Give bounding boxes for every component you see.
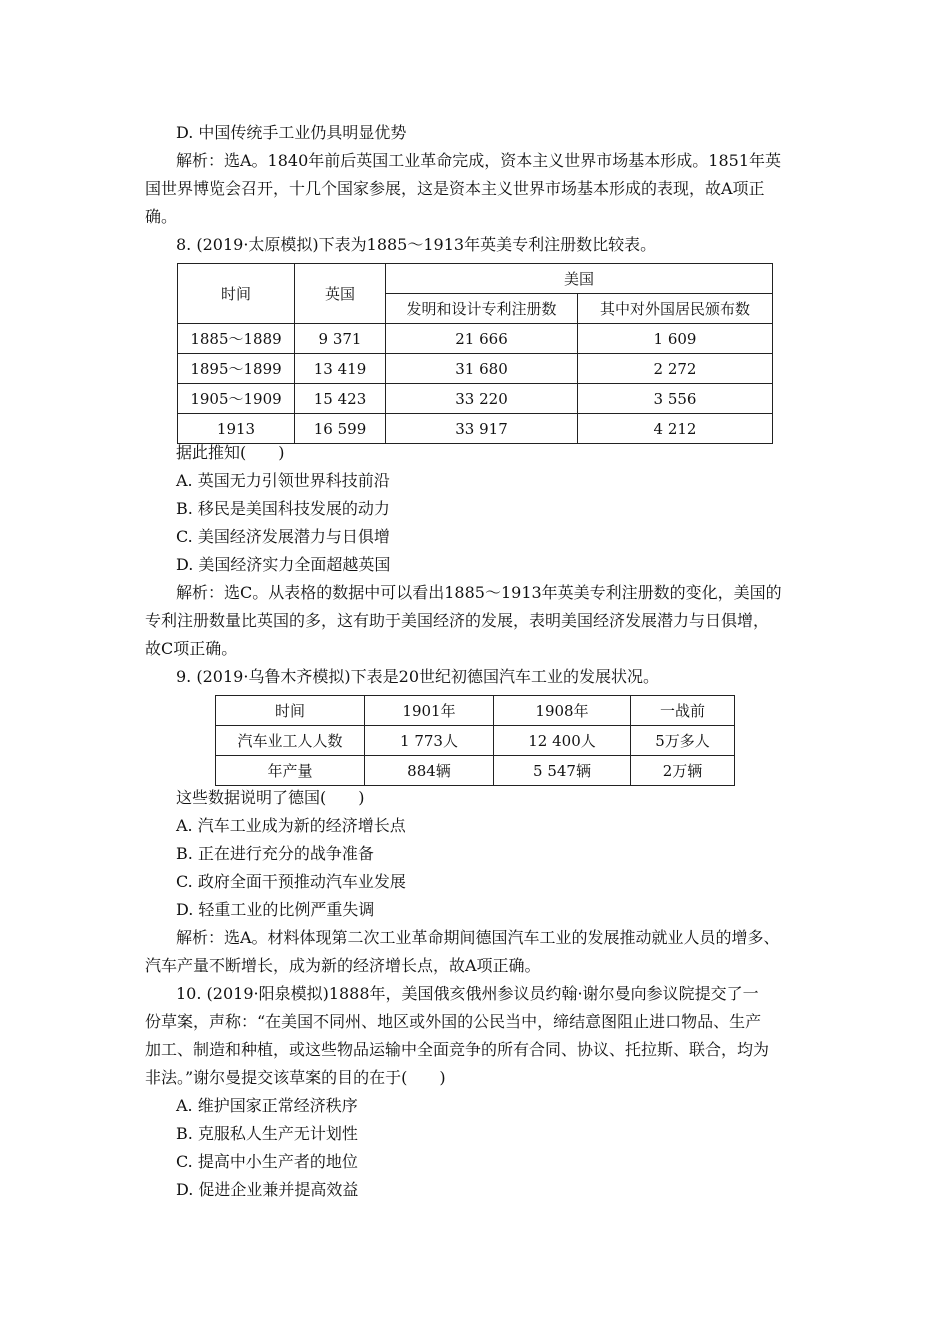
table-cell: 3 556 bbox=[578, 384, 773, 414]
table-cell: 33 220 bbox=[386, 384, 578, 414]
table-cell: 884辆 bbox=[365, 756, 494, 786]
q8-prompt: 据此推知( ) bbox=[176, 443, 285, 462]
table-header-cell: 时间 bbox=[216, 696, 365, 726]
table-row bbox=[216, 726, 735, 756]
table-cell: 21 666 bbox=[386, 324, 578, 354]
table-row bbox=[178, 324, 773, 354]
q9-stem: 9. (2019·乌鲁木齐模拟)下表是20世纪初德国汽车工业的发展状况。 bbox=[176, 667, 660, 686]
q8-header-time: 时间 bbox=[178, 264, 295, 324]
table-cell: 1905～1909 bbox=[178, 384, 295, 414]
q8-header-us-sub1: 发明和设计专利注册数 bbox=[386, 294, 578, 324]
table-cell: 16 599 bbox=[295, 414, 386, 444]
q8-analysis-line-1: 解析：选C。从表格的数据中可以看出1885～1913年英美专利注册数的变化，美国的 bbox=[176, 583, 782, 602]
q8-option-b: B. 移民是美国科技发展的动力 bbox=[176, 499, 390, 518]
table-row bbox=[178, 354, 773, 384]
table-header-cell: 一战前 bbox=[631, 696, 735, 726]
q10-option-c: C. 提高中小生产者的地位 bbox=[176, 1152, 358, 1171]
table-row bbox=[178, 414, 773, 444]
q10-option-a: A. 维护国家正常经济秩序 bbox=[176, 1096, 358, 1115]
table-cell: 5 547辆 bbox=[494, 756, 631, 786]
table-header-row bbox=[216, 696, 735, 726]
table-cell: 4 212 bbox=[578, 414, 773, 444]
q7-analysis-line-3: 确。 bbox=[145, 207, 178, 226]
table-cell: 13 419 bbox=[295, 354, 386, 384]
table-cell: 2 272 bbox=[578, 354, 773, 384]
table-cell: 9 371 bbox=[295, 324, 386, 354]
table-cell: 汽车业工人人数 bbox=[216, 726, 365, 756]
q8-header-us: 美国 bbox=[386, 264, 773, 294]
table-header-cell: 1908年 bbox=[494, 696, 631, 726]
q9-option-a: A. 汽车工业成为新的经济增长点 bbox=[176, 816, 406, 835]
q8-option-a: A. 英国无力引领世界科技前沿 bbox=[176, 471, 390, 490]
table-cell: 年产量 bbox=[216, 756, 365, 786]
q8-option-d: D. 美国经济实力全面超越英国 bbox=[176, 555, 391, 574]
q10-option-d: D. 促进企业兼并提高效益 bbox=[176, 1180, 359, 1199]
q10-stem-line-1: 10. (2019·阳泉模拟)1888年，美国俄亥俄州参议员约翰·谢尔曼向参议院提交了一 bbox=[176, 984, 759, 1003]
table-cell: 1895～1899 bbox=[178, 354, 295, 384]
q9-option-b: B. 正在进行充分的战争准备 bbox=[176, 844, 374, 863]
table-cell: 5万多人 bbox=[631, 726, 735, 756]
q10-stem-line-4: 非法。”谢尔曼提交该草案的目的在于( ) bbox=[145, 1068, 446, 1087]
table-row bbox=[178, 384, 773, 414]
q9-prompt: 这些数据说明了德国( ) bbox=[176, 788, 365, 807]
table-cell: 12 400人 bbox=[494, 726, 631, 756]
q8-header-uk: 英国 bbox=[295, 264, 386, 324]
q8-stem: 8. (2019·太原模拟)下表为1885～1913年英美专利注册数比较表。 bbox=[176, 235, 657, 254]
table-cell: 2万辆 bbox=[631, 756, 735, 786]
q10-stem-line-3: 加工、制造和种植，或这些物品运输中全面竞争的所有合同、协议、托拉斯、联合，均为 bbox=[145, 1040, 770, 1059]
q9-analysis-line-1: 解析：选A。材料体现第二次工业革命期间德国汽车工业的发展推动就业人员的增多、 bbox=[176, 928, 780, 947]
q8-analysis-line-3: 故C项正确。 bbox=[145, 639, 238, 658]
table-cell: 31 680 bbox=[386, 354, 578, 384]
table-cell: 15 423 bbox=[295, 384, 386, 414]
q9-auto-industry-table bbox=[215, 695, 735, 786]
q10-option-b: B. 克服私人生产无计划性 bbox=[176, 1124, 358, 1143]
q7-analysis-line-2: 国世界博览会召开，十几个国家参展，这是资本主义世界市场基本形成的表现，故A项正 bbox=[145, 179, 765, 198]
q8-option-c: C. 美国经济发展潜力与日俱增 bbox=[176, 527, 390, 546]
table-row bbox=[216, 756, 735, 786]
table-cell: 1 773人 bbox=[365, 726, 494, 756]
q8-patent-table bbox=[177, 263, 773, 444]
table-cell: 1913 bbox=[178, 414, 295, 444]
q10-stem-line-2: 份草案，声称：“在美国不同州、地区或外国的公民当中，缔结意图阻止进口物品、生产 bbox=[145, 1012, 762, 1031]
q7-analysis-line-1: 解析：选A。1840年前后英国工业革命完成，资本主义世界市场基本形成。1851年英 bbox=[176, 151, 781, 170]
q8-header-us-sub2: 其中对外国居民颁布数 bbox=[578, 294, 773, 324]
table-header-cell: 1901年 bbox=[365, 696, 494, 726]
q9-analysis-line-2: 汽车产量不断增长，成为新的经济增长点，故A项正确。 bbox=[145, 956, 541, 975]
q9-option-c: C. 政府全面干预推动汽车业发展 bbox=[176, 872, 406, 891]
table-cell: 1885～1889 bbox=[178, 324, 295, 354]
q9-option-d: D. 轻重工业的比例严重失调 bbox=[176, 900, 375, 919]
q7-option-d: D. 中国传统手工业仍具明显优势 bbox=[176, 123, 407, 142]
table-cell: 33 917 bbox=[386, 414, 578, 444]
table-cell: 1 609 bbox=[578, 324, 773, 354]
q8-analysis-line-2: 专利注册数量比英国的多，这有助于美国经济的发展，表明美国经济发展潜力与日俱增， bbox=[145, 611, 770, 630]
